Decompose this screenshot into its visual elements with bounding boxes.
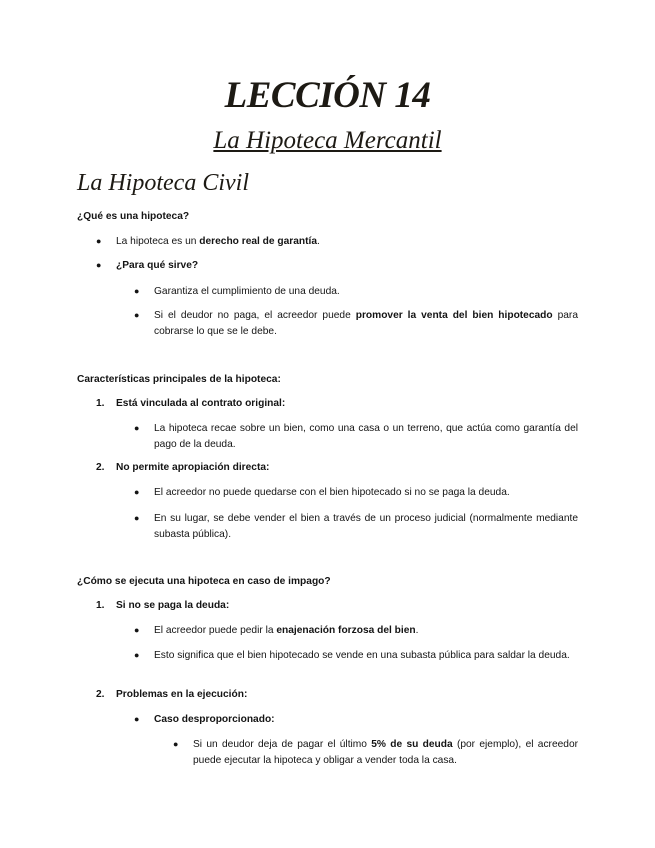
bullet-icon: ● <box>96 260 102 270</box>
lesson-subtitle: La Hipoteca Mercantil <box>213 127 442 154</box>
question-heading: Características principales de la hipoteca: <box>77 374 281 385</box>
bullet-icon: ● <box>134 625 140 635</box>
list-item: Problemas en la ejecución: <box>116 689 248 700</box>
list-number: 2. <box>96 689 105 700</box>
list-item: El acreedor no puede quedarse con el bien hipotecado si no se paga la deuda. <box>154 487 510 498</box>
list-item: Garantiza el cumplimiento de una deuda. <box>154 286 340 297</box>
bullet-icon: ● <box>134 423 140 433</box>
section-heading: La Hipoteca Civil <box>77 170 249 196</box>
list-item: En su lugar, se debe vender el bien a través de un proceso judicial (normalmente mediante subasta pública). <box>154 513 578 540</box>
bullet-icon: ● <box>96 236 102 246</box>
list-item: Está vinculada al contrato original: <box>116 398 286 409</box>
bullet-icon: ● <box>134 650 140 660</box>
list-number: 1. <box>96 600 105 611</box>
list-item: Si no se paga la deuda: <box>116 600 230 611</box>
bullet-icon: ● <box>134 310 140 320</box>
bullet-icon: ● <box>134 487 140 497</box>
list-item: El acreedor puede pedir la enajenación forzosa del bien. <box>154 625 419 636</box>
bullet-icon: ● <box>134 714 140 724</box>
list-item: La hipoteca recae sobre un bien, como una casa o un terreno, que actúa como garantía del pago de la deuda. <box>154 423 578 450</box>
bullet-icon: ● <box>134 513 140 523</box>
lesson-title: LECCIÓN 14 <box>224 75 431 116</box>
question-heading: ¿Cómo se ejecuta una hipoteca en caso de impago? <box>77 576 331 587</box>
list-number: 2. <box>96 462 105 473</box>
list-item: Esto significa que el bien hipotecado se vende en una subasta pública para saldar la deuda. <box>154 650 570 661</box>
bullet-icon: ● <box>173 739 179 749</box>
list-item: No permite apropiación directa: <box>116 462 270 473</box>
list-item: La hipoteca es un derecho real de garantía. <box>116 236 320 247</box>
question-heading: ¿Qué es una hipoteca? <box>77 211 190 222</box>
list-number: 1. <box>96 398 105 409</box>
list-item: ¿Para qué sirve? <box>116 260 199 271</box>
list-item: Caso desproporcionado: <box>154 714 275 725</box>
list-item: Si el deudor no paga, el acreedor puede promover la venta del bien hipotecado para cobrarse lo que se le debe. <box>154 310 578 337</box>
list-item: Si un deudor deja de pagar el último 5% de su deuda (por ejemplo), el acreedor puede ejecutar la hipoteca y obligar a vender toda la casa. <box>193 739 578 766</box>
bullet-icon: ● <box>134 286 140 296</box>
